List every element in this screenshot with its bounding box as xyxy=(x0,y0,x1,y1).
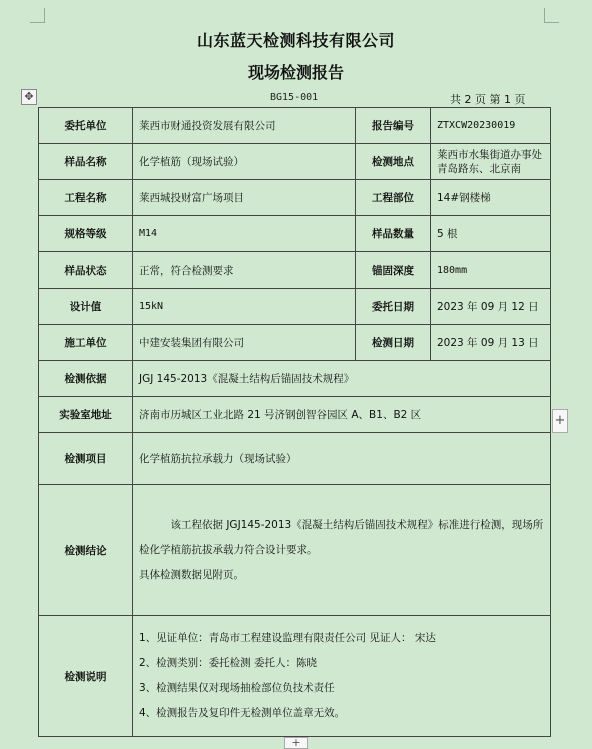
report-no-label: 报告编号 xyxy=(356,108,431,144)
table-row xyxy=(39,108,551,144)
test-date-label: 检测日期 xyxy=(356,325,431,361)
note-1: 1、见证单位：青岛市工程建设监理有限责任公司 见证人： 宋达 xyxy=(139,632,436,644)
location-label: 检测地点 xyxy=(356,144,431,180)
add-row-icon[interactable]: + xyxy=(284,737,308,749)
client-value: 莱西市财通投资发展有限公司 xyxy=(133,108,356,144)
lab-value: 济南市历城区工业北路 21 号济钢创智谷园区 A、B1、B2 区 xyxy=(133,397,551,433)
location-value: 莱西市水集街道办事处青岛路东、北京南 xyxy=(431,144,551,180)
note-3: 3、检测结果仅对现场抽检部位负技术责任 xyxy=(139,682,335,694)
notes-label: 检测说明 xyxy=(39,616,133,737)
project-value: 莱西城投财富广场项目 xyxy=(133,180,356,216)
depth-label: 锚固深度 xyxy=(356,252,431,289)
entrust-date-value: 2023 年 09 月 12 日 xyxy=(431,289,551,325)
item-label: 检测项目 xyxy=(39,433,133,485)
sample-name-label: 样品名称 xyxy=(39,144,133,180)
report-table xyxy=(38,107,551,737)
qty-value: 5 根 xyxy=(431,216,551,252)
report-no-value: ZTXCW20230019 xyxy=(431,108,551,144)
lab-label: 实验室地址 xyxy=(39,397,133,433)
page-corner-mark-top-left xyxy=(30,8,45,23)
entrust-date-label: 委托日期 xyxy=(356,289,431,325)
table-row xyxy=(39,144,551,180)
state-label: 样品状态 xyxy=(39,252,133,289)
part-value: 14#钢楼梯 xyxy=(431,180,551,216)
page-corner-mark-top-right xyxy=(544,8,559,23)
conclusion-line-1: 该工程依据 JGJ145-2013《混凝土结构后锚固技术规程》标准进行检测，现场所 xyxy=(170,518,544,531)
table-row xyxy=(39,216,551,252)
conclusion-cell xyxy=(133,485,551,616)
table-row xyxy=(39,361,551,397)
table-row xyxy=(39,252,551,289)
table-row xyxy=(39,433,551,485)
table-row xyxy=(39,180,551,216)
page-info: 共 2 页 第 1 页 xyxy=(450,93,526,106)
notes-cell xyxy=(133,616,551,737)
spec-label: 规格等级 xyxy=(39,216,133,252)
table-row xyxy=(39,397,551,433)
sample-name-value: 化学植筋（现场试验） xyxy=(133,144,356,180)
conclusion-label: 检测结论 xyxy=(39,485,133,616)
spec-value: M14 xyxy=(133,216,356,252)
design-value: 15kN xyxy=(133,289,356,325)
builder-value: 中建安装集团有限公司 xyxy=(133,325,356,361)
table-row xyxy=(39,485,551,616)
basis-value: JGJ 145-2013《混凝土结构后锚固技术规程》 xyxy=(133,361,551,397)
form-code: BG15-001 xyxy=(270,92,319,103)
builder-label: 施工单位 xyxy=(39,325,133,361)
conclusion-line-3: 具体检测数据见附页。 xyxy=(139,568,244,581)
company-title: 山东蓝天检测科技有限公司 xyxy=(196,31,395,50)
design-label: 设计值 xyxy=(39,289,133,325)
test-date-value: 2023 年 09 月 13 日 xyxy=(431,325,551,361)
report-title: 现场检测报告 xyxy=(247,63,344,82)
table-row xyxy=(39,289,551,325)
project-label: 工程名称 xyxy=(39,180,133,216)
table-row xyxy=(39,616,551,737)
table-row xyxy=(39,325,551,361)
item-value: 化学植筋抗拉承载力（现场试验） xyxy=(133,433,551,485)
add-column-icon[interactable]: + xyxy=(552,409,568,433)
table-move-handle-icon[interactable]: ✥ xyxy=(21,89,37,105)
note-2: 2、检测类别：委托检测 委托人：陈晓 xyxy=(139,657,318,669)
note-4: 4、检测报告及复印件无检测单位盖章无效。 xyxy=(139,707,346,719)
basis-label: 检测依据 xyxy=(39,361,133,397)
part-label: 工程部位 xyxy=(356,180,431,216)
qty-label: 样品数量 xyxy=(356,216,431,252)
client-label: 委托单位 xyxy=(39,108,133,144)
conclusion-line-2: 检化学植筋抗拔承载力符合设计要求。 xyxy=(139,543,318,556)
depth-value: 180mm xyxy=(431,252,551,289)
state-value: 正常，符合检测要求 xyxy=(133,252,356,289)
